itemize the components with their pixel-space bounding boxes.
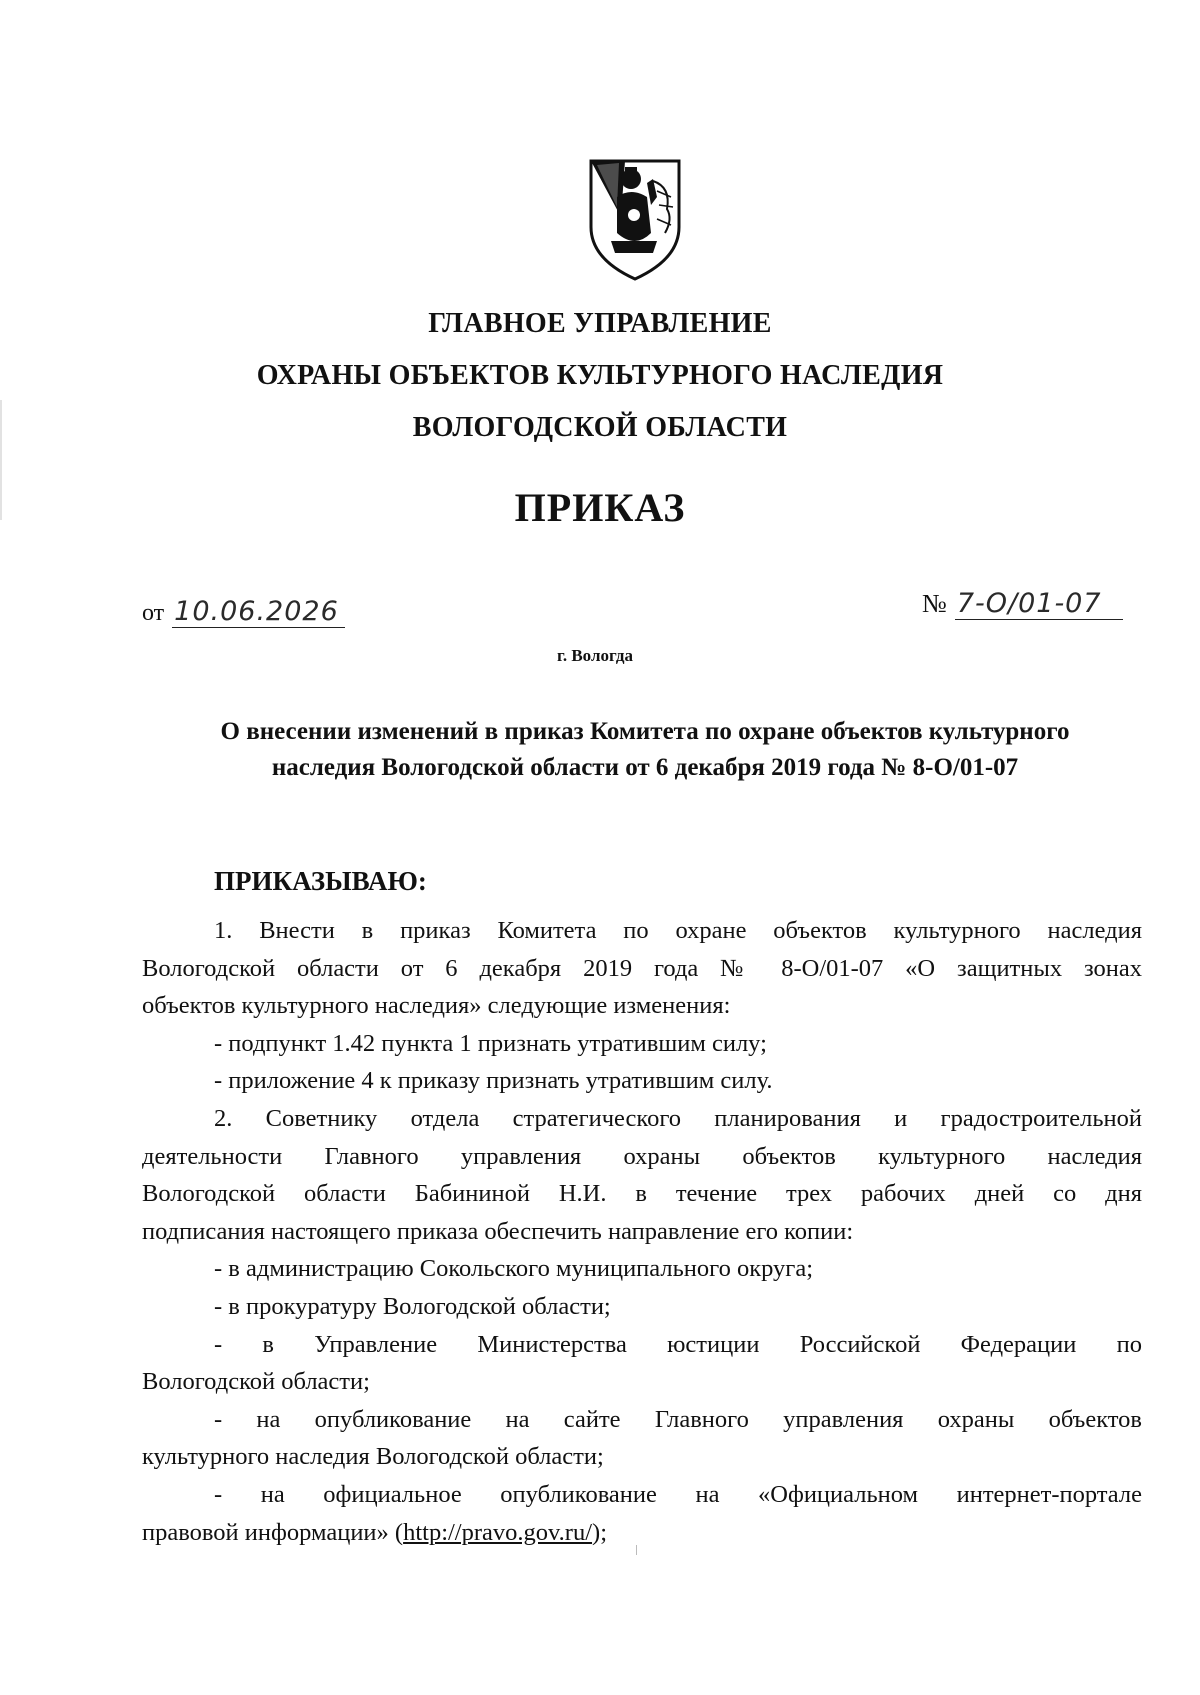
city-label: г. Вологда <box>557 646 633 665</box>
organization-name-line-2: ОХРАНЫ ОБЪЕКТОВ КУЛЬТУРНОГО НАСЛЕДИЯ <box>256 360 944 391</box>
item-2-sub-2: - в прокуратуру Вологодской области; <box>214 1292 611 1320</box>
date-prefix: от <box>142 600 165 626</box>
item-2-sub-5-line-1: - на официальное опубликование на «Официальном интернет-портале <box>214 1480 1142 1508</box>
item-2-sub-1: - в администрацию Сокольского муниципального округа; <box>214 1255 814 1283</box>
item-2-sub-3-line-2: Вологодской области; <box>142 1368 370 1396</box>
scan-bottom-mark <box>636 1545 637 1555</box>
document-number <box>922 588 1123 620</box>
date-value-handwritten: 10.06.2026 <box>172 596 345 628</box>
item-2-line-1: 2. Советнику отдела стратегического планирования и градостроительной <box>214 1104 1142 1132</box>
item-1-line-1: 1. Внести в приказ Комитета по охране объектов культурного наследия <box>214 917 1142 944</box>
item-1-sub-1: - подпункт 1.42 пункта 1 признать утратившим силу; <box>214 1029 767 1057</box>
item-2-sub-3-line-1: - в Управление Министерства юстиции Российской Федерации по <box>214 1330 1142 1358</box>
order-heading: ПРИКАЗЫВАЮ: <box>214 866 427 896</box>
pravo-gov-link[interactable]: http://pravo.gov.ru/ <box>403 1518 593 1546</box>
document-date <box>142 596 345 628</box>
subject-line-2: наследия Вологодской области от 6 декабря 2019 года № 8-О/01-07 <box>271 754 1019 781</box>
item-2-line-2: деятельности Главного управления охраны объектов культурного наследия <box>142 1142 1142 1170</box>
document-subject <box>150 714 1140 786</box>
link-prefix-text: правовой информации» ( <box>142 1518 404 1546</box>
number-prefix: № <box>922 589 947 618</box>
link-suffix-text: ); <box>592 1518 607 1546</box>
item-2-line-3: Вологодской области Бабининой Н.И. в течение трех рабочих дней со дня <box>142 1180 1142 1208</box>
item-2-sub-4-line-2: культурного наследия Вологодской области; <box>142 1443 604 1471</box>
organization-name-line-3: ВОЛОГОДСКОЙ ОБЛАСТИ <box>412 412 788 443</box>
document-body <box>142 912 1142 1551</box>
item-2-sub-4-line-1: - на опубликование на сайте Главного управления охраны объектов <box>214 1405 1142 1433</box>
document-type-title: ПРИКАЗ <box>514 485 686 530</box>
number-value-handwritten: 7-О/01-07 <box>955 588 1123 620</box>
item-1-line-2: Вологодской области от 6 декабря 2019 года № 8-О/01-07 «О защитных зонах <box>142 954 1142 982</box>
item-1-sub-2: - приложение 4 к приказу признать утратившим силу. <box>214 1067 773 1095</box>
subject-line-1: О внесении изменений в приказ Комитета по охране объектов культурного <box>220 718 1070 745</box>
vologda-coat-of-arms-icon <box>587 157 683 283</box>
organization-name-line-1: ГЛАВНОЕ УПРАВЛЕНИЕ <box>428 308 772 339</box>
item-2-line-4: подписания настоящего приказа обеспечить направление его копии: <box>142 1217 854 1245</box>
item-2-sub-5-line-2 <box>142 1514 1142 1552</box>
item-1-line-3: объектов культурного наследия» следующие изменения: <box>142 992 731 1020</box>
